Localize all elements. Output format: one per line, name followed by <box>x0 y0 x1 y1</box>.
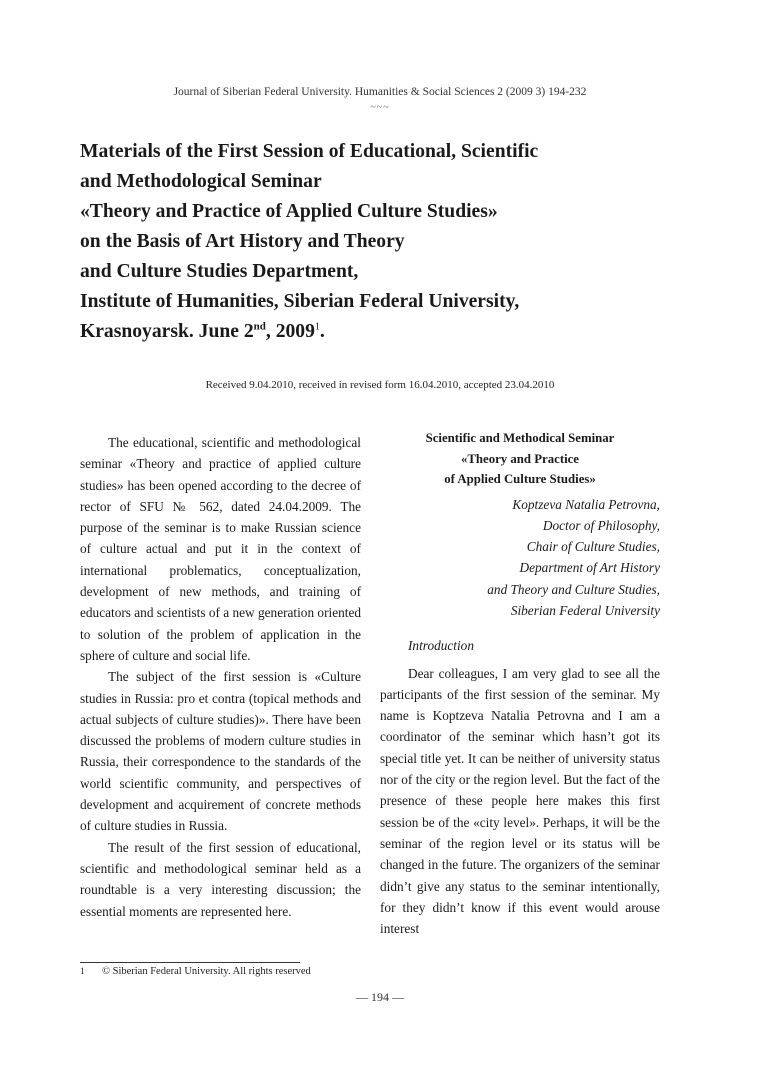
title-line: and Methodological Seminar <box>80 171 322 192</box>
seminar-title <box>380 428 660 490</box>
seminar-title-line: of Applied Culture Studies» <box>444 472 596 486</box>
section-heading: Introduction <box>408 638 474 654</box>
title-line-last <box>80 317 640 347</box>
title-line: «Theory and Practice of Applied Culture Studies» <box>80 201 498 222</box>
author-line: Department of Art History <box>519 560 660 576</box>
article-title <box>80 137 640 347</box>
title-line: Institute of Humanities, Siberian Federal University, <box>80 291 520 312</box>
received-dates: Received 9.04.2010, received in revised form 16.04.2010, accepted 23.04.2010 <box>205 379 555 391</box>
title-line: Materials of the First Session of Educational, Scientific <box>80 141 539 162</box>
left-column <box>80 432 361 922</box>
paragraph: The educational, scientific and methodological seminar «Theory and practice of applied culture studies» has been opened according to the decree of rector of SFU № 562, dated 24.04.2009. The purpose of the seminar is to make Russian science of culture actual and put it in the context of international problematics, conceptualization, development of new methods, and training of educators and scientists of a new generation oriented to solution of the problem of application in the sphere of culture and social life. <box>80 435 361 663</box>
page-number: — 194 — <box>356 990 404 1004</box>
author-block <box>380 494 660 622</box>
title-last-period: . <box>319 321 325 342</box>
footnote-text: © Siberian Federal University. All rights reserved <box>102 966 311 977</box>
paragraph: The subject of the first session is «Culture studies in Russia: pro et contra (topical methods and actual subjects of culture studies)». There have been discussed the problems of modern culture studies in Russia, their correspondence to the standards of the world scientific community, and perspectives of development and acquirement of concrete methods of culture studies in Russia. <box>80 669 361 834</box>
footnote <box>80 966 311 977</box>
author-line: and Theory and Culture Studies, <box>487 581 660 597</box>
footnote-divider <box>80 962 300 963</box>
author-line: Chair of Culture Studies, <box>526 539 660 555</box>
right-column <box>380 428 660 939</box>
ordinal-suffix: nd <box>253 320 266 333</box>
seminar-title-line: «Theory and Practice <box>461 451 579 466</box>
title-line: and Culture Studies Department, <box>80 261 359 282</box>
author-line: Koptzeva Natalia Petrovna, <box>512 496 660 512</box>
journal-header: Journal of Siberian Federal University. Humanities & Social Sciences 2 (2009 3) 194-232 <box>173 86 587 98</box>
footnote-marker: 1 <box>314 321 320 333</box>
title-last-year: , 2009 <box>265 321 315 342</box>
paragraph: The result of the first session of educational, scientific and methodological seminar held as a roundtable is a very interesting discussion; the essential moments are represented here. <box>80 839 361 919</box>
author-line: Doctor of Philosophy, <box>542 517 660 533</box>
title-line: on the Basis of Art History and Theory <box>80 231 405 252</box>
seminar-title-line: Scientific and Methodical Seminar <box>425 431 615 445</box>
author-line: Siberian Federal University <box>510 602 660 618</box>
paragraph: Dear colleagues, I am very glad to see all the participants of the first session of the seminar. My name is Koptzeva Natalia Petrovna and I am a coordinator of the seminar which hasn’t got its special title yet. It can be neither of university status nor of the city or the region level. But the fact of the presence of these people here makes this first session be of the «city level». Perhaps, it will be the seminar of the region level or its status will be changed in the future. The organizers of the seminar didn’t give any status to the seminar intentionally, for they didn’t know if this event would arouse interest <box>380 665 660 937</box>
header-ornament: ~~~ <box>370 102 390 113</box>
footnote-number: 1 <box>80 966 85 976</box>
title-last-prefix: Krasnoyarsk. June 2 <box>80 321 254 342</box>
